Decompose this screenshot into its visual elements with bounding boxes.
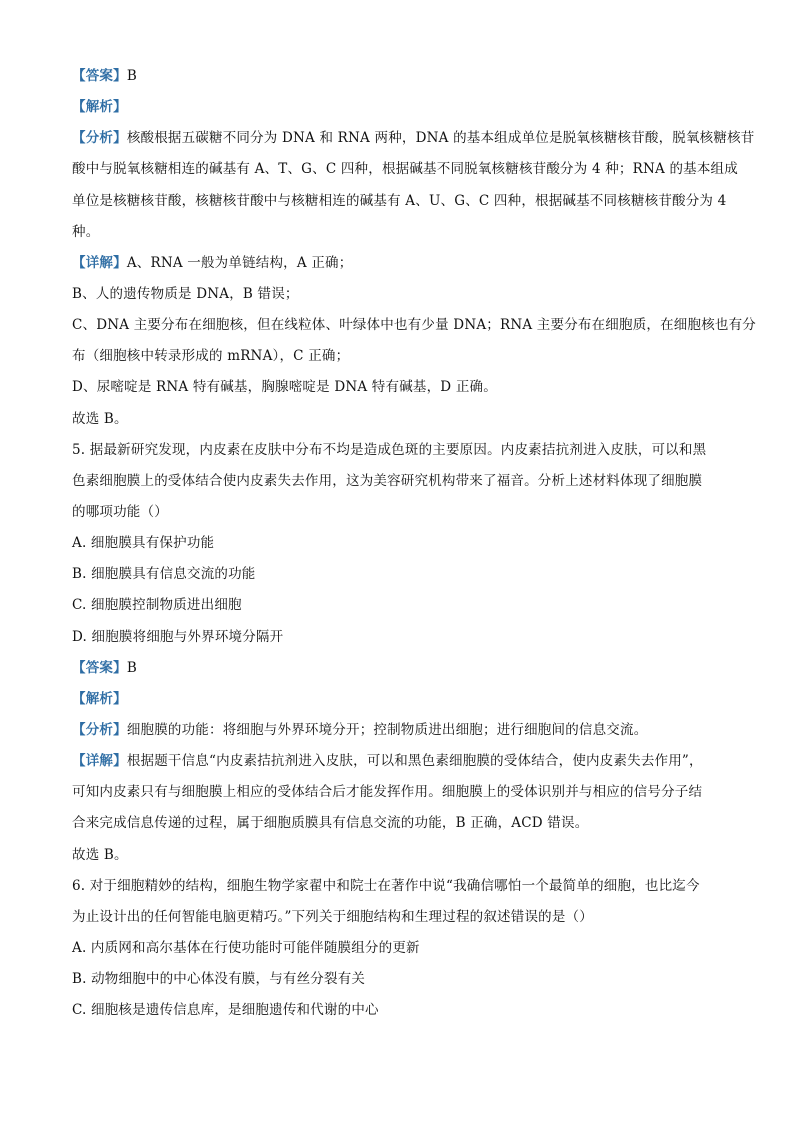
text-line: [72, 626, 732, 657]
text-line: [72, 875, 732, 906]
line-text: 的哪项功能（）: [72, 503, 168, 520]
line-text: C、DNA 主要分布在细胞核，但在线粒体、叶绿体中也有少量 DNA；RNA 主要分布在细胞质，在细胞核也有分: [72, 317, 756, 334]
text-line: [72, 812, 732, 843]
section-tag: 【答案】: [72, 68, 127, 84]
text-line: [72, 376, 732, 407]
line-text: B: [126, 68, 137, 84]
line-text: 细胞膜的功能：将细胞与外界环境分开；控制物质进出细胞；进行细胞间的信息交流。: [126, 721, 648, 738]
line-text: 故选 B。: [72, 846, 128, 863]
text-line: [72, 345, 732, 376]
text-line: [72, 252, 732, 283]
section-tag: 【分析】: [72, 130, 127, 147]
line-text: 6. 对于细胞精妙的结构，细胞生物学家翟中和院士在著作中说“我确信哪怕一个最简单的细胞，也比迄今: [72, 877, 700, 894]
text-line: [72, 65, 732, 96]
text-line: [72, 221, 732, 252]
line-text: A、RNA 一般为单链结构，A 正确；: [126, 254, 353, 271]
text-line: [72, 439, 732, 470]
text-line: [72, 532, 732, 563]
line-text: 色素细胞膜上的受体结合使内皮素失去作用，这为美容研究机构带来了福音。分析上述材料体现了细胞膜: [72, 472, 703, 489]
document-page: [72, 65, 756, 1030]
text-line: [72, 781, 732, 812]
line-text: 5. 据最新研究发现，内皮素在皮肤中分布不均是造成色斑的主要原因。内皮素拮抗剂进入皮肤，可以和黑: [72, 441, 707, 458]
line-text: 单位是核糖核苷酸，核糖核苷酸中与核糖相连的碱基有 A、U、G、C 四种，根据碱基不同核糖核苷酸分为 4: [72, 192, 727, 209]
text-line: [72, 158, 738, 189]
text-line: [72, 190, 732, 221]
text-line: [72, 314, 756, 345]
text-line: [72, 688, 732, 719]
line-text: 核酸根据五碳糖不同分为 DNA 和 RNA 两种，DNA 的基本组成单位是脱氧核糖核苷酸，脱氧核糖核苷: [126, 130, 755, 147]
line-text: 可知内皮素只有与细胞膜上相应的受体结合后才能发挥作用。细胞膜上的受体识别并与相应的信号分子结: [72, 784, 703, 801]
section-tag: 【分析】: [72, 721, 127, 738]
text-line: [72, 594, 732, 625]
text-line: [72, 283, 732, 314]
text-line: [72, 906, 732, 937]
text-line: [72, 96, 732, 127]
line-text: 根据题干信息“内皮素拮抗剂进入皮肤，可以和黑色素细胞膜的受体结合，使内皮素失去作用”，: [126, 753, 703, 770]
section-tag: 【详解】: [72, 753, 127, 770]
text-line: [72, 999, 732, 1030]
line-text: A. 内质网和高尔基体在行使功能时可能伴随膜组分的更新: [72, 939, 420, 956]
section-tag: 【解析】: [72, 690, 127, 707]
line-text: D. 细胞膜将细胞与外界环境分隔开: [72, 628, 284, 645]
line-text: B. 细胞膜具有信息交流的功能: [72, 566, 256, 583]
line-text: B. 动物细胞中的中心体没有膜，与有丝分裂有关: [72, 971, 366, 988]
line-text: 合来完成信息传递的过程，属于细胞质膜具有信息交流的功能，B 正确，ACD 错误。: [72, 815, 589, 832]
text-line: [72, 408, 732, 439]
text-line: [72, 719, 732, 750]
line-text: D、尿嘧啶是 RNA 特有碱基，胸腺嘧啶是 DNA 特有碱基，D 正确。: [72, 379, 497, 396]
text-line: [72, 968, 732, 999]
line-text: 故选 B。: [72, 410, 128, 427]
text-line: [72, 657, 732, 688]
section-tag: 【答案】: [72, 659, 127, 676]
text-line: [72, 844, 732, 875]
section-tag: 【解析】: [72, 99, 127, 116]
text-line: [72, 470, 732, 501]
line-text: C. 细胞核是遗传信息库，是细胞遗传和代谢的中心: [72, 1002, 379, 1019]
section-tag: 【详解】: [72, 254, 127, 271]
text-line: [72, 937, 732, 968]
line-text: B: [126, 659, 137, 676]
line-text: C. 细胞膜控制物质进出细胞: [72, 597, 242, 614]
line-text: 种。: [72, 223, 100, 240]
line-text: 布（细胞核中转录形成的 mRNA），C 正确；: [72, 348, 350, 365]
line-text: A. 细胞膜具有保护功能: [72, 535, 215, 552]
text-line: [72, 750, 732, 781]
line-text: 为止设计出的任何智能电脑更精巧。”下列关于细胞结构和生理过程的叙述错误的是（）: [72, 908, 593, 925]
line-text: B、人的遗传物质是 DNA，B 错误；: [72, 285, 299, 302]
text-line: [72, 563, 732, 594]
line-text: 酸中与脱氧核糖相连的碱基有 A、T、G、C 四种，根据碱基不同脱氧核糖核苷酸分为 4 种；RNA 的基本组成: [72, 161, 738, 178]
text-line: [72, 501, 732, 532]
text-line: [72, 127, 755, 158]
